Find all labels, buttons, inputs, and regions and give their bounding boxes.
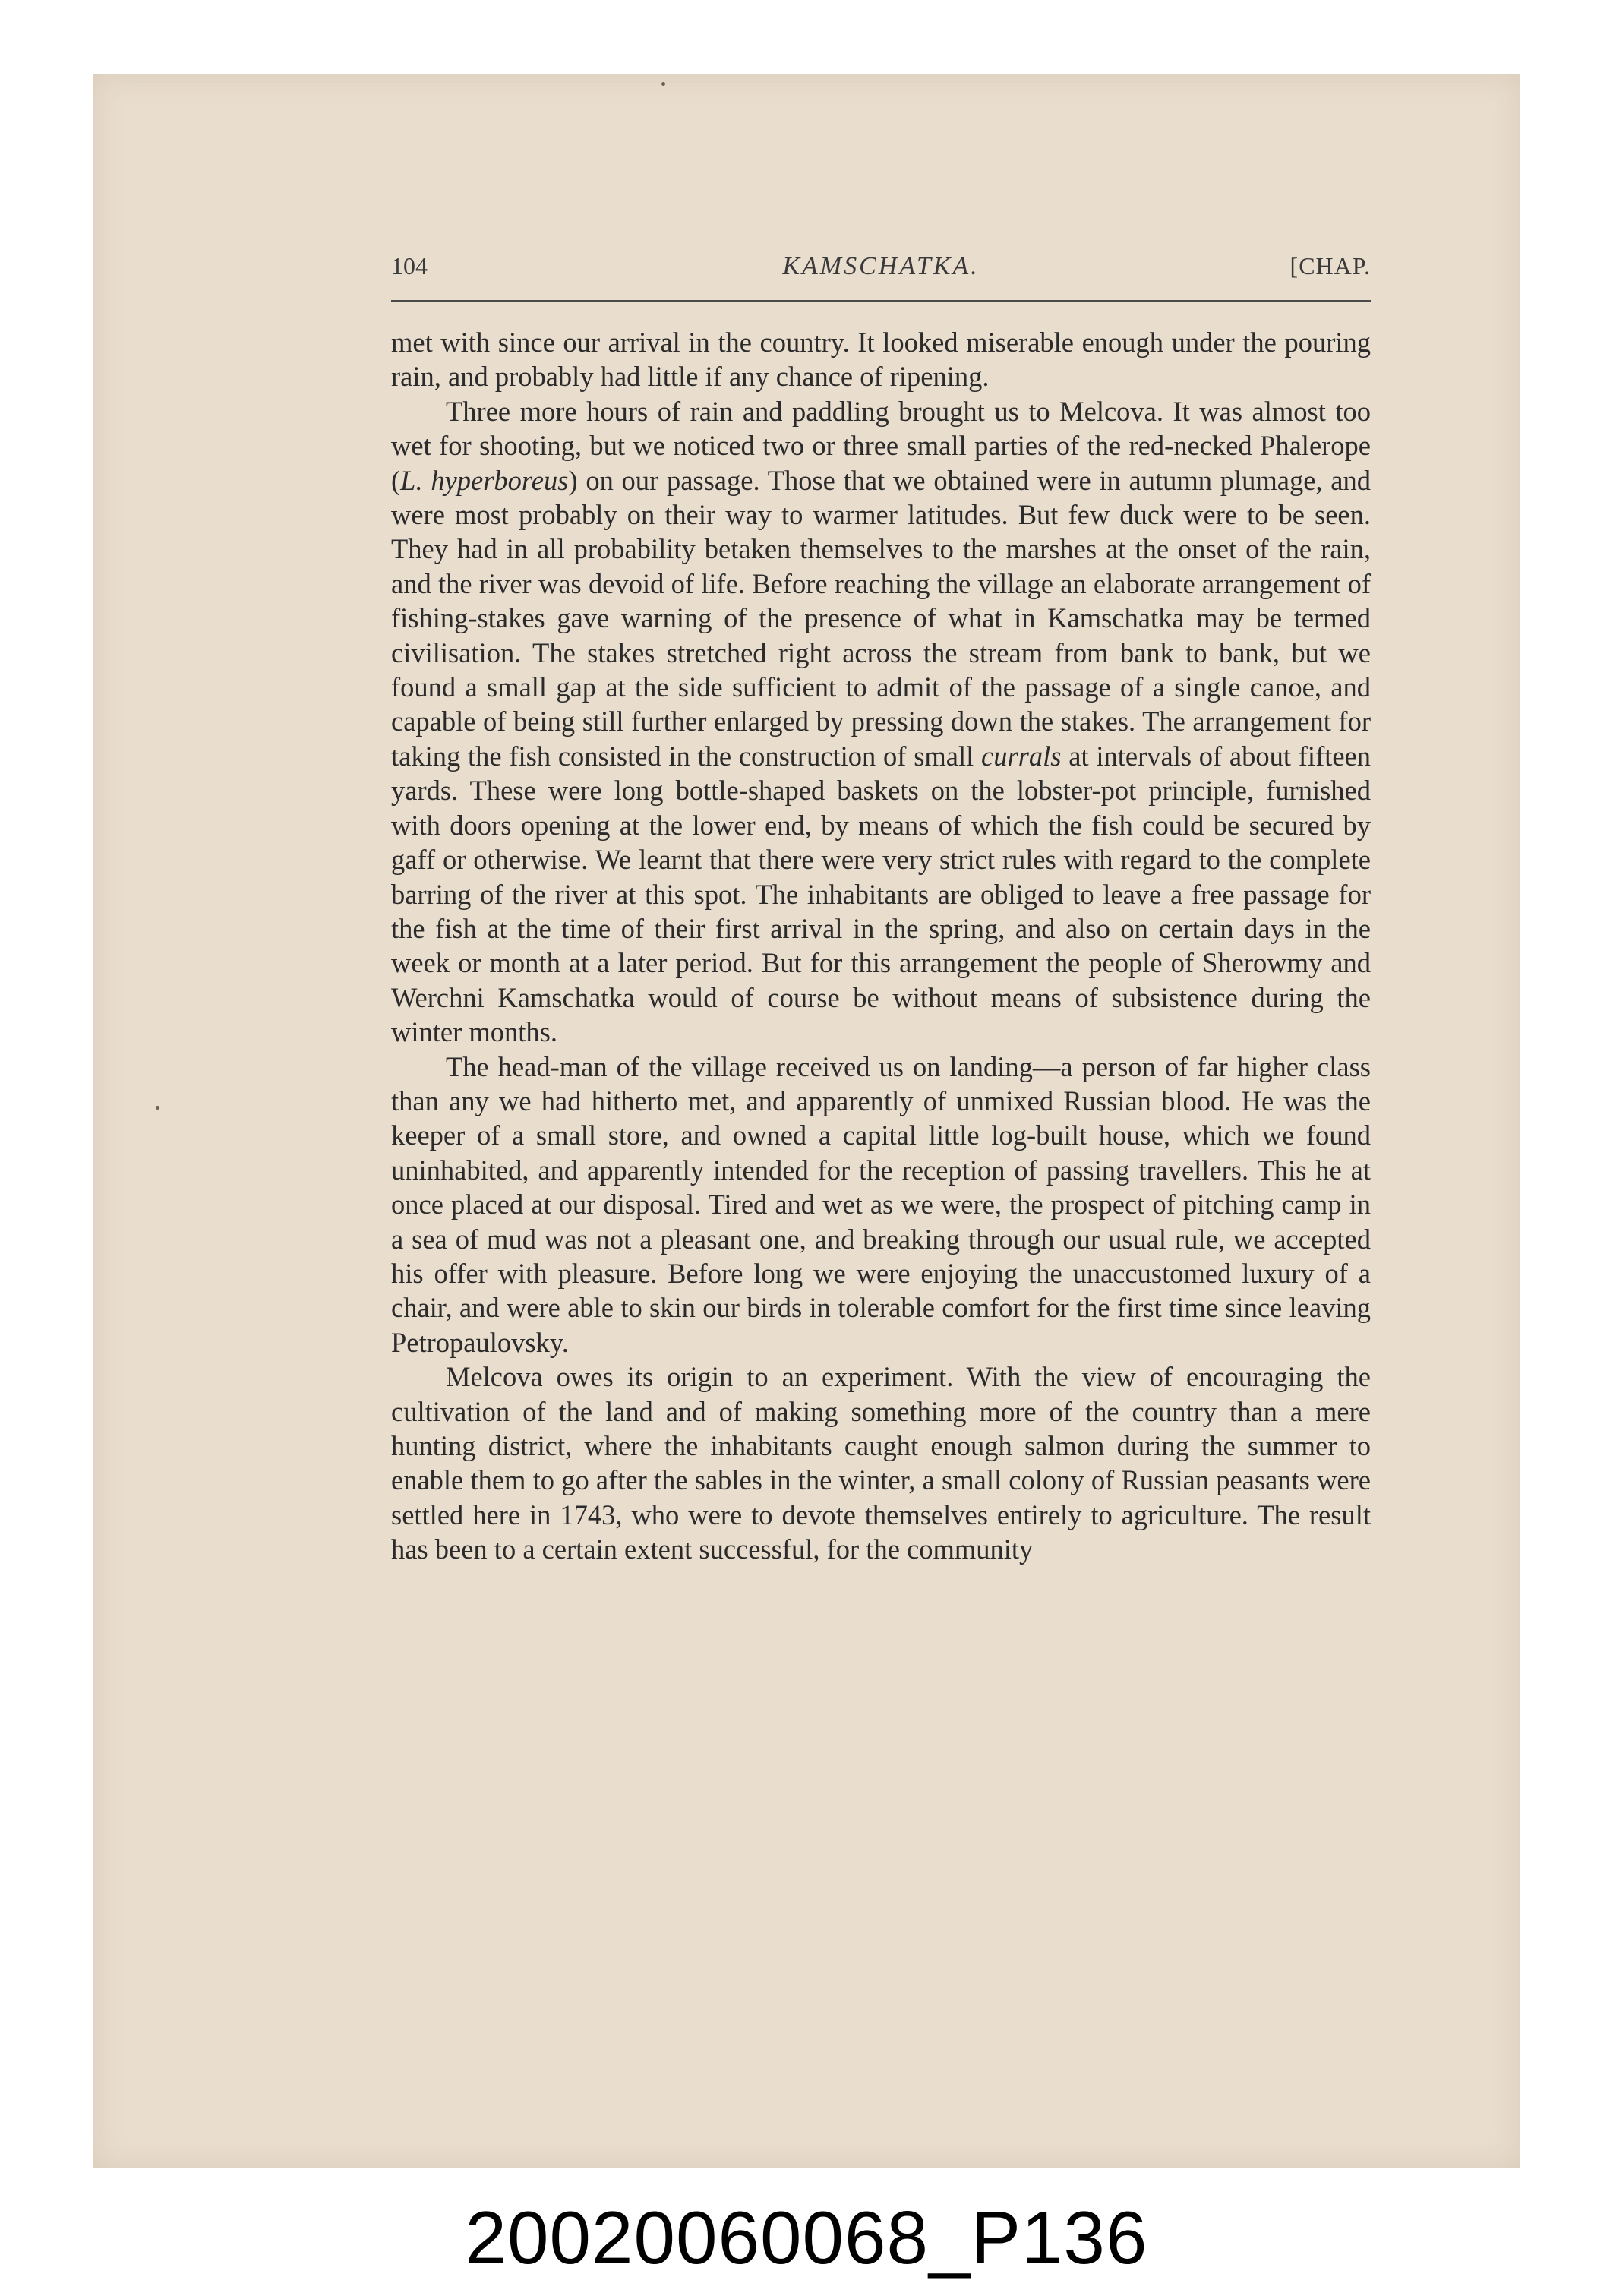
paper-speck — [661, 82, 665, 86]
header-rule — [391, 300, 1371, 302]
body-text — [391, 325, 1371, 1567]
chapter-mark: [CHAP. — [1289, 252, 1371, 279]
image-caption-id: 20020060068_P136 — [465, 2196, 1148, 2279]
paragraph: met with since our arrival in the country. It looked miserable enough under the pouring rain, and probably had little if any chance of ripening. — [391, 327, 1371, 393]
page-number: 104 — [391, 252, 428, 279]
paragraph: The head-man of the village received us on landing—a person of far higher class than any we had hitherto met, and apparently of unmixed Russian blood. He was the keeper of a small store, and owned a capital little log-built house, which we found uninhabited, and apparently intended for the reception of passing travellers. This he at once placed at our disposal. Tired and wet as we were, the prospect of pitching camp in a sea of mud was not a pleasant one, and breaking through our usual rule, we accepted his offer with pleasure. Before long we were enjoying the unaccustomed luxury of a chair, and were able to skin our birds in tolerable comfort for the first time since leaving Petropaulovsky. — [391, 1050, 1371, 1358]
running-title: KAMSCHATKA. — [782, 252, 980, 280]
paragraph: Melcova owes its origin to an experiment. With the view of encouraging the cultivation of the land and of making something more of the country than a mere hunting district, where the inhabitants caught enough salmon during the summer to enable them to go after the sables in the winter, a small colony of Russian peasants were settled here in 1743, who were to devote themselves entirely to agriculture. The result has been to a certain extent successful, for the community — [391, 1361, 1371, 1565]
italic-term: currals — [981, 740, 1062, 772]
paragraph: Three more hours of rain and paddling brought us to Melcova. It was almost too wet for shooting, but we noticed two or three small parties of the red-necked Phalerope (L. hyperboreus) on our passage. Those that we obtained were in autumn plumage, and were most probably on their way to warmer latitudes. But few duck were to be seen. They had in all probability betaken themselves to the marshes at the onset of the rain, and the river was devoid of life. Before reaching the village an elaborate arrangement of fishing-stakes gave warning of the presence of what in Kamschatka may be termed civilisation. The stakes stretched right across the stream from bank to bank, but we found a small gap at the side sufficient to admit of the passage of a single canoe, and capable of being still further enlarged by pressing down the stakes. The arrangement for taking the fish consisted in the construction of small currals at intervals of about fifteen yards. These were long bottle-shaped baskets on the lobster-pot principle, furnished with doors opening at the lower end, by means of which the fish could be secured by gaff or otherwise. We learnt that there were very strict rules with regard to the complete barring of the river at this spot. The inhabitants are obliged to leave a free passage for the fish at the time of their first arrival in the spring, and also on certain days in the week or month at a later period. But for this arrangement the people of Sherowmy and Werchni Kamschatka would of course be without means of subsistence during the winter months. — [391, 395, 1372, 1048]
page-header — [391, 252, 1371, 295]
species-name: L. hyperboreus — [400, 464, 569, 496]
paper-speck — [156, 1106, 159, 1110]
